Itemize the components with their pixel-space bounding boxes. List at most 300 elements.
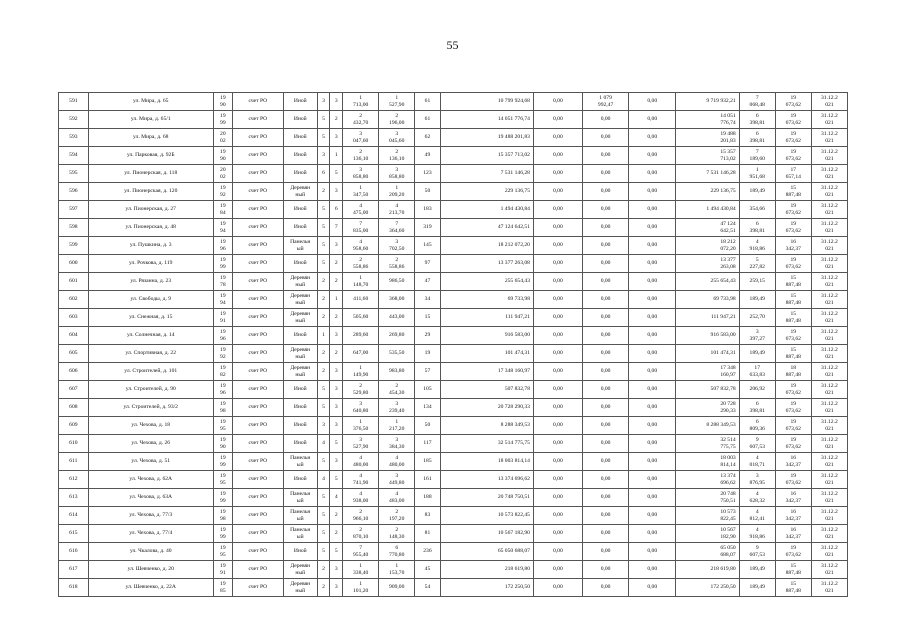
cell-total-cost: 15 357 713,02 bbox=[440, 147, 533, 165]
cell-year-built: 20 02 bbox=[213, 129, 232, 147]
cell-total-area: 2 966,10 bbox=[343, 507, 379, 525]
cell-cost-col-1: 0,00 bbox=[533, 201, 582, 219]
cell-row-number: 595 bbox=[59, 165, 89, 183]
cell-cost-col-1: 0,00 bbox=[533, 489, 582, 507]
cell-deadline: 31.12.2 021 bbox=[811, 165, 847, 183]
cell-remaining-cost: 101 474,31 bbox=[676, 345, 740, 363]
cell-address: ул. Парковая, д. 92Б bbox=[88, 147, 213, 165]
table-row bbox=[59, 543, 848, 561]
cell-cost-col-3: 0,00 bbox=[629, 417, 676, 435]
cell-address: ул. Мира, д. 65 bbox=[88, 93, 213, 111]
cell-total-cost: 111 947,21 bbox=[440, 309, 533, 327]
cell-address: ул. Снежная, д. 15 bbox=[88, 309, 213, 327]
cell-cost-col-3: 0,00 bbox=[629, 309, 676, 327]
cell-floors: 1 bbox=[317, 327, 330, 345]
cell-cost-col-2: 0,00 bbox=[582, 111, 629, 129]
cell-cost-col-1: 0,00 bbox=[533, 237, 582, 255]
cell-account-type: счет РО bbox=[232, 363, 283, 381]
cell-cost-per-sqm: 252,70 bbox=[739, 309, 775, 327]
cell-floors: 3 bbox=[317, 417, 330, 435]
cell-floors: 3 bbox=[317, 147, 330, 165]
cell-entrances: 2 bbox=[330, 525, 343, 543]
cell-year-built: 19 92 bbox=[213, 183, 232, 201]
cell-entrances: 1 bbox=[330, 147, 343, 165]
cell-living-area: 1 209,20 bbox=[379, 183, 415, 201]
cell-living-area: 983,80 bbox=[379, 363, 415, 381]
cell-living-area: 6 770,80 bbox=[379, 543, 415, 561]
cell-deadline: 31.12.2 021 bbox=[811, 129, 847, 147]
cell-limit-cost: 16 342,37 bbox=[775, 489, 811, 507]
cell-living-area: 7 364,60 bbox=[379, 219, 415, 237]
cell-account-type: счет РО bbox=[232, 165, 283, 183]
cell-wall-material: Панельн ый bbox=[283, 525, 317, 543]
cell-deadline: 31.12.2 021 bbox=[811, 381, 847, 399]
cell-row-number: 592 bbox=[59, 111, 89, 129]
cell-address: ул. Строителей, д. 93/2 bbox=[88, 399, 213, 417]
cell-year-built: 19 94 bbox=[213, 291, 232, 309]
cell-cost-col-1: 0,00 bbox=[533, 183, 582, 201]
cell-total-cost: 8 288 349,53 bbox=[440, 417, 533, 435]
cell-living-area: 443,00 bbox=[379, 309, 415, 327]
cell-floors: 5 bbox=[317, 201, 330, 219]
cell-row-number: 606 bbox=[59, 363, 89, 381]
cell-address: ул. Пионерская, д. 118 bbox=[88, 165, 213, 183]
cell-cost-col-2: 0,00 bbox=[582, 381, 629, 399]
cell-account-type: счет РО bbox=[232, 327, 283, 345]
cell-floors: 5 bbox=[317, 525, 330, 543]
cell-account-type: счет РО bbox=[232, 507, 283, 525]
cell-cost-col-1: 0,00 bbox=[533, 399, 582, 417]
cell-cost-col-1: 0,00 bbox=[533, 507, 582, 525]
cell-year-built: 19 82 bbox=[213, 363, 232, 381]
cell-row-number: 609 bbox=[59, 417, 89, 435]
cell-living-area: 3 384,30 bbox=[379, 435, 415, 453]
cell-entrances: 3 bbox=[330, 183, 343, 201]
cell-cost-per-sqm: 6 398,81 bbox=[739, 219, 775, 237]
cell-living-area: 2 196,00 bbox=[379, 111, 415, 129]
cell-entrances: 3 bbox=[330, 453, 343, 471]
cell-deadline: 31.12.2 021 bbox=[811, 543, 847, 561]
cell-cost-col-2: 0,00 bbox=[582, 363, 629, 381]
cell-total-area: 7 955,40 bbox=[343, 543, 379, 561]
cell-cost-col-2: 0,00 bbox=[582, 453, 629, 471]
cell-remaining-cost: 20 748 750,51 bbox=[676, 489, 740, 507]
cell-deadline: 31.12.2 021 bbox=[811, 489, 847, 507]
cell-cost-per-sqm: 354,66 bbox=[739, 201, 775, 219]
cell-address: ул. Рочкова, д. 119 bbox=[88, 255, 213, 273]
cell-address: ул. Пионерская, д. 27 bbox=[88, 201, 213, 219]
cell-year-built: 19 90 bbox=[213, 435, 232, 453]
cell-limit-cost: 19 673,62 bbox=[775, 399, 811, 417]
cell-living-area: 4 213,70 bbox=[379, 201, 415, 219]
cell-address: ул. Чехова, д. 62А bbox=[88, 471, 213, 489]
cell-entrances: 3 bbox=[330, 381, 343, 399]
cell-account-type: счет РО bbox=[232, 489, 283, 507]
cell-deadline: 31.12.2 021 bbox=[811, 309, 847, 327]
cell-total-area: 411,60 bbox=[343, 291, 379, 309]
cell-cost-per-sqm: 3 876,95 bbox=[739, 471, 775, 489]
cell-wall-material: Иной bbox=[283, 111, 317, 129]
cell-wall-material: Панельн ый bbox=[283, 237, 317, 255]
table-row bbox=[59, 525, 848, 543]
cell-remaining-cost: 19 488 201,83 bbox=[676, 129, 740, 147]
cell-cost-col-2: 0,00 bbox=[582, 291, 629, 309]
cell-entrances: 3 bbox=[330, 579, 343, 597]
cell-account-type: счет РО bbox=[232, 471, 283, 489]
table-row bbox=[59, 147, 848, 165]
cell-year-built: 19 99 bbox=[213, 489, 232, 507]
cell-cost-col-1: 0,00 bbox=[533, 471, 582, 489]
cell-living-area: 3 858,80 bbox=[379, 165, 415, 183]
cell-residents: 54 bbox=[415, 579, 440, 597]
cell-residents: 97 bbox=[415, 255, 440, 273]
cell-cost-per-sqm: 206,92 bbox=[739, 381, 775, 399]
cell-limit-cost: 17 657,14 bbox=[775, 165, 811, 183]
cell-cost-col-1: 0,00 bbox=[533, 561, 582, 579]
cell-residents: 161 bbox=[415, 471, 440, 489]
cell-limit-cost: 16 342,37 bbox=[775, 453, 811, 471]
cell-entrances: 3 bbox=[330, 561, 343, 579]
cell-account-type: счет РО bbox=[232, 219, 283, 237]
cell-residents: 183 bbox=[415, 201, 440, 219]
cell-limit-cost: 19 673,62 bbox=[775, 201, 811, 219]
cell-cost-col-1: 0,00 bbox=[533, 327, 582, 345]
cell-total-cost: 20 748 750,51 bbox=[440, 489, 533, 507]
table-row bbox=[59, 183, 848, 201]
cell-account-type: счет РО bbox=[232, 543, 283, 561]
cell-cost-col-2: 0,00 bbox=[582, 309, 629, 327]
cell-cost-per-sqm: 4 918,86 bbox=[739, 237, 775, 255]
cell-row-number: 594 bbox=[59, 147, 89, 165]
cell-remaining-cost: 255 654,43 bbox=[676, 273, 740, 291]
cell-residents: 57 bbox=[415, 363, 440, 381]
cell-account-type: счет РО bbox=[232, 579, 283, 597]
cell-entrances: 5 bbox=[330, 165, 343, 183]
cell-account-type: счет РО bbox=[232, 417, 283, 435]
cell-row-number: 611 bbox=[59, 453, 89, 471]
table-row bbox=[59, 399, 848, 417]
cell-address: ул. Чехова, д. 26 bbox=[88, 435, 213, 453]
cell-total-cost: 101 474,31 bbox=[440, 345, 533, 363]
cell-cost-col-1: 0,00 bbox=[533, 165, 582, 183]
cell-wall-material: Панельн ый bbox=[283, 507, 317, 525]
cell-cost-col-1: 0,00 bbox=[533, 111, 582, 129]
table-body bbox=[59, 93, 848, 597]
cell-total-area: 4 741,90 bbox=[343, 471, 379, 489]
cell-floors: 2 bbox=[317, 561, 330, 579]
cell-residents: 188 bbox=[415, 489, 440, 507]
cell-floors: 5 bbox=[317, 543, 330, 561]
cell-total-area: 289,60 bbox=[343, 327, 379, 345]
cell-limit-cost: 16 342,37 bbox=[775, 507, 811, 525]
page-number: 55 bbox=[446, 38, 459, 52]
cell-cost-col-3: 0,00 bbox=[629, 255, 676, 273]
cell-total-cost: 32 514 775,75 bbox=[440, 435, 533, 453]
cell-residents: 34 bbox=[415, 291, 440, 309]
cell-remaining-cost: 507 832,78 bbox=[676, 381, 740, 399]
cell-row-number: 607 bbox=[59, 381, 89, 399]
cell-row-number: 612 bbox=[59, 471, 89, 489]
table-row bbox=[59, 237, 848, 255]
cell-total-area: 4 938,00 bbox=[343, 489, 379, 507]
cell-year-built: 19 99 bbox=[213, 255, 232, 273]
cell-cost-col-2: 0,00 bbox=[582, 273, 629, 291]
cell-cost-col-2: 0,00 bbox=[582, 147, 629, 165]
cell-cost-per-sqm: 1 951,68 bbox=[739, 165, 775, 183]
cell-total-area: 2 558,86 bbox=[343, 255, 379, 273]
cell-account-type: счет РО bbox=[232, 309, 283, 327]
cell-entrances: 2 bbox=[330, 111, 343, 129]
cell-limit-cost: 15 887,48 bbox=[775, 561, 811, 579]
cell-limit-cost: 19 673,62 bbox=[775, 381, 811, 399]
cell-row-number: 608 bbox=[59, 399, 89, 417]
table-row bbox=[59, 579, 848, 597]
cell-total-cost: 18 003 814,14 bbox=[440, 453, 533, 471]
cell-limit-cost: 15 887,48 bbox=[775, 309, 811, 327]
cell-address: ул. Мира, д. 68 bbox=[88, 129, 213, 147]
cell-year-built: 19 99 bbox=[213, 453, 232, 471]
cell-remaining-cost: 69 733,98 bbox=[676, 291, 740, 309]
table-row bbox=[59, 219, 848, 237]
cell-account-type: счет РО bbox=[232, 147, 283, 165]
cell-floors: 5 bbox=[317, 237, 330, 255]
cell-cost-col-1: 0,00 bbox=[533, 129, 582, 147]
cell-account-type: счет РО bbox=[232, 111, 283, 129]
cell-cost-per-sqm: 6 398,81 bbox=[739, 399, 775, 417]
cell-entrances: 2 bbox=[330, 345, 343, 363]
cell-address: ул. Чкалова, д. 40 bbox=[88, 543, 213, 561]
cell-wall-material: Иной bbox=[283, 327, 317, 345]
cell-floors: 2 bbox=[317, 309, 330, 327]
cell-limit-cost: 16 342,37 bbox=[775, 525, 811, 543]
cell-total-area: 3 527,90 bbox=[343, 435, 379, 453]
cell-cost-col-2: 0,00 bbox=[582, 399, 629, 417]
cell-year-built: 19 90 bbox=[213, 147, 232, 165]
cell-deadline: 31.12.2 021 bbox=[811, 237, 847, 255]
cell-limit-cost: 19 673,62 bbox=[775, 417, 811, 435]
cell-cost-col-3: 0,00 bbox=[629, 399, 676, 417]
cell-year-built: 19 96 bbox=[213, 381, 232, 399]
cell-remaining-cost: 65 050 688,07 bbox=[676, 543, 740, 561]
cell-residents: 29 bbox=[415, 327, 440, 345]
cell-floors: 5 bbox=[317, 219, 330, 237]
cell-account-type: счет РО bbox=[232, 435, 283, 453]
cell-cost-per-sqm: 6 398,81 bbox=[739, 129, 775, 147]
cell-remaining-cost: 13 374 696,62 bbox=[676, 471, 740, 489]
cell-wall-material: Иной bbox=[283, 147, 317, 165]
cell-total-area: 2 529,80 bbox=[343, 381, 379, 399]
cell-deadline: 31.12.2 021 bbox=[811, 507, 847, 525]
cell-cost-per-sqm: 5 227,82 bbox=[739, 255, 775, 273]
cell-row-number: 602 bbox=[59, 291, 89, 309]
cell-residents: 61 bbox=[415, 93, 440, 111]
cell-cost-col-2: 0,00 bbox=[582, 435, 629, 453]
cell-cost-col-3: 0,00 bbox=[629, 543, 676, 561]
cell-limit-cost: 19 673,62 bbox=[775, 435, 811, 453]
cell-cost-col-1: 0,00 bbox=[533, 381, 582, 399]
cell-floors: 4 bbox=[317, 471, 330, 489]
cell-total-cost: 507 832,78 bbox=[440, 381, 533, 399]
cell-limit-cost: 15 887,48 bbox=[775, 183, 811, 201]
cell-deadline: 31.12.2 021 bbox=[811, 273, 847, 291]
cell-row-number: 617 bbox=[59, 561, 89, 579]
cell-cost-col-2: 0,00 bbox=[582, 327, 629, 345]
table-row bbox=[59, 327, 848, 345]
cell-cost-col-2: 0,00 bbox=[582, 543, 629, 561]
cell-residents: 81 bbox=[415, 525, 440, 543]
table-row bbox=[59, 453, 848, 471]
cell-total-cost: 65 050 688,07 bbox=[440, 543, 533, 561]
cell-residents: 83 bbox=[415, 507, 440, 525]
cell-remaining-cost: 15 357 713,02 bbox=[676, 147, 740, 165]
cell-total-cost: 1 494 430,84 bbox=[440, 201, 533, 219]
cell-cost-col-1: 0,00 bbox=[533, 291, 582, 309]
cell-limit-cost: 19 673,62 bbox=[775, 111, 811, 129]
cell-living-area: 2 136,10 bbox=[379, 147, 415, 165]
cell-total-cost: 7 531 146,28 bbox=[440, 165, 533, 183]
cell-total-cost: 10 799 924,68 bbox=[440, 93, 533, 111]
cell-total-area: 1 338,40 bbox=[343, 561, 379, 579]
cell-remaining-cost: 229 136,75 bbox=[676, 183, 740, 201]
cell-address: ул. Пушкина, д. 3 bbox=[88, 237, 213, 255]
cell-limit-cost: 16 342,37 bbox=[775, 237, 811, 255]
cell-living-area: 4 480,00 bbox=[379, 453, 415, 471]
cell-wall-material: Деревян ный bbox=[283, 345, 317, 363]
cell-remaining-cost: 10 567 182,90 bbox=[676, 525, 740, 543]
cell-remaining-cost: 32 514 775,75 bbox=[676, 435, 740, 453]
cell-remaining-cost: 111 947,21 bbox=[676, 309, 740, 327]
cell-row-number: 596 bbox=[59, 183, 89, 201]
cell-residents: 123 bbox=[415, 165, 440, 183]
cell-entrances: 5 bbox=[330, 471, 343, 489]
cell-remaining-cost: 9 719 932,21 bbox=[676, 93, 740, 111]
cell-cost-per-sqm: 189,49 bbox=[739, 579, 775, 597]
cell-cost-per-sqm: 17 633,83 bbox=[739, 363, 775, 381]
cell-limit-cost: 19 673,62 bbox=[775, 147, 811, 165]
cell-living-area: 2 558,86 bbox=[379, 255, 415, 273]
table-row bbox=[59, 507, 848, 525]
cell-cost-col-2: 0,00 bbox=[582, 219, 629, 237]
cell-total-area: 505,60 bbox=[343, 309, 379, 327]
cell-floors: 5 bbox=[317, 255, 330, 273]
cell-cost-col-2: 0,00 bbox=[582, 255, 629, 273]
cell-cost-per-sqm: 7 189,60 bbox=[739, 147, 775, 165]
cell-floors: 5 bbox=[317, 129, 330, 147]
cell-limit-cost: 19 673,62 bbox=[775, 471, 811, 489]
cell-floors: 2 bbox=[317, 363, 330, 381]
cell-deadline: 31.12.2 021 bbox=[811, 471, 847, 489]
cell-remaining-cost: 14 051 776,74 bbox=[676, 111, 740, 129]
cell-account-type: счет РО bbox=[232, 237, 283, 255]
cell-total-cost: 13 374 696,62 bbox=[440, 471, 533, 489]
cell-cost-per-sqm: 9 607,53 bbox=[739, 435, 775, 453]
cell-deadline: 31.12.2 021 bbox=[811, 399, 847, 417]
cell-entrances: 2 bbox=[330, 255, 343, 273]
cell-cost-col-1: 0,00 bbox=[533, 345, 582, 363]
cell-cost-col-2: 0,00 bbox=[582, 237, 629, 255]
cell-floors: 2 bbox=[317, 273, 330, 291]
cell-cost-col-1: 0,00 bbox=[533, 435, 582, 453]
cell-total-cost: 14 051 776,74 bbox=[440, 111, 533, 129]
cell-address: ул. Шевченко, д. 22А bbox=[88, 579, 213, 597]
table-row bbox=[59, 561, 848, 579]
cell-deadline: 31.12.2 021 bbox=[811, 291, 847, 309]
cell-cost-col-3: 0,00 bbox=[629, 363, 676, 381]
cell-residents: 319 bbox=[415, 219, 440, 237]
cell-entrances: 2 bbox=[330, 309, 343, 327]
cell-total-area: 3 858,80 bbox=[343, 165, 379, 183]
cell-entrances: 2 bbox=[330, 273, 343, 291]
cell-row-number: 605 bbox=[59, 345, 89, 363]
cell-row-number: 600 bbox=[59, 255, 89, 273]
cell-residents: 185 bbox=[415, 453, 440, 471]
cell-cost-col-3: 0,00 bbox=[629, 183, 676, 201]
cell-residents: 49 bbox=[415, 147, 440, 165]
cell-total-area: 7 835,00 bbox=[343, 219, 379, 237]
table-row bbox=[59, 345, 848, 363]
cell-cost-col-2: 0,00 bbox=[582, 471, 629, 489]
cell-remaining-cost: 218 619,80 bbox=[676, 561, 740, 579]
cell-row-number: 613 bbox=[59, 489, 89, 507]
cell-limit-cost: 19 673,62 bbox=[775, 219, 811, 237]
cell-total-area: 3 640,80 bbox=[343, 399, 379, 417]
cell-deadline: 31.12.2 021 bbox=[811, 345, 847, 363]
cell-deadline: 31.12.2 021 bbox=[811, 201, 847, 219]
cell-remaining-cost: 47 124 642,51 bbox=[676, 219, 740, 237]
cell-entrances: 3 bbox=[330, 399, 343, 417]
cell-deadline: 31.12.2 021 bbox=[811, 219, 847, 237]
cell-row-number: 599 bbox=[59, 237, 89, 255]
cell-cost-per-sqm: 9 607,53 bbox=[739, 543, 775, 561]
cell-wall-material: Деревян ный bbox=[283, 363, 317, 381]
cell-cost-col-3: 0,00 bbox=[629, 219, 676, 237]
cell-remaining-cost: 7 531 146,28 bbox=[676, 165, 740, 183]
cell-address: ул. Мира, д. 65/1 bbox=[88, 111, 213, 129]
cell-year-built: 19 99 bbox=[213, 525, 232, 543]
cell-cost-col-3: 0,00 bbox=[629, 507, 676, 525]
cell-row-number: 610 bbox=[59, 435, 89, 453]
cell-residents: 50 bbox=[415, 183, 440, 201]
cell-row-number: 614 bbox=[59, 507, 89, 525]
cell-living-area: 986,50 bbox=[379, 273, 415, 291]
cell-cost-col-3: 0,00 bbox=[629, 471, 676, 489]
cell-remaining-cost: 1 494 430,84 bbox=[676, 201, 740, 219]
cell-address: ул. Спортивная, д. 22 bbox=[88, 345, 213, 363]
cell-year-built: 19 92 bbox=[213, 345, 232, 363]
cell-wall-material: Иной bbox=[283, 471, 317, 489]
cell-total-cost: 218 619,80 bbox=[440, 561, 533, 579]
cell-residents: 145 bbox=[415, 237, 440, 255]
cell-wall-material: Иной bbox=[283, 543, 317, 561]
table-row bbox=[59, 273, 848, 291]
cell-wall-material: Иной bbox=[283, 399, 317, 417]
cell-cost-col-3: 0,00 bbox=[629, 237, 676, 255]
cell-residents: 45 bbox=[415, 561, 440, 579]
cell-floors: 4 bbox=[317, 435, 330, 453]
table-row bbox=[59, 471, 848, 489]
cell-deadline: 31.12.2 021 bbox=[811, 453, 847, 471]
cell-cost-per-sqm: 4 918,86 bbox=[739, 525, 775, 543]
cell-entrances: 5 bbox=[330, 543, 343, 561]
cell-deadline: 31.12.2 021 bbox=[811, 561, 847, 579]
cell-limit-cost: 15 887,48 bbox=[775, 273, 811, 291]
cell-floors: 5 bbox=[317, 489, 330, 507]
cell-cost-col-3: 0,00 bbox=[629, 453, 676, 471]
cell-cost-col-2: 1 079 992,47 bbox=[582, 93, 629, 111]
cell-cost-per-sqm: 189,49 bbox=[739, 291, 775, 309]
cell-wall-material: Иной bbox=[283, 129, 317, 147]
cell-cost-col-1: 0,00 bbox=[533, 309, 582, 327]
